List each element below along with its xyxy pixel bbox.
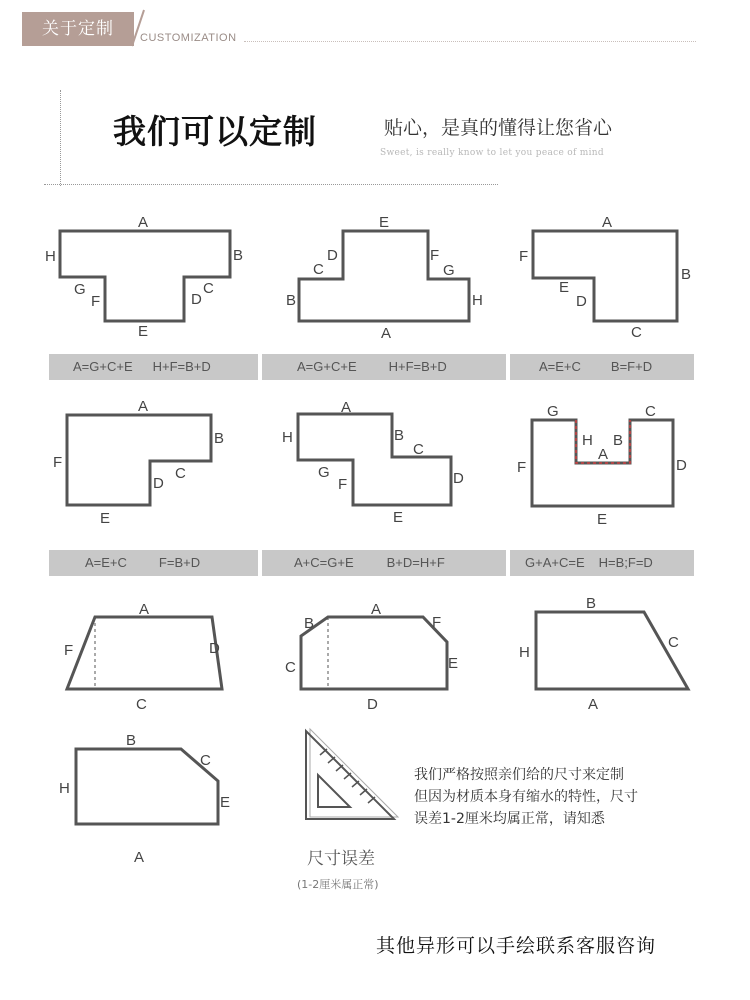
shape-label: A [138, 398, 149, 415]
shape-label: F [91, 293, 101, 310]
title-vertical-rule [60, 90, 61, 186]
shape-label: B [681, 266, 692, 283]
formula-text: B+D=H+F [386, 555, 445, 570]
notice-line: 我们严格按照亲们给的尺寸来定制 [414, 767, 624, 783]
shape-label: E [379, 214, 390, 231]
shape-label: D [453, 470, 464, 487]
formula-band [510, 550, 694, 576]
shape-label: B [126, 732, 137, 749]
shape-label: A [138, 214, 149, 231]
formula-text: G+A+C=E [525, 555, 585, 570]
tolerance-caption: 尺寸误差 [307, 849, 375, 869]
shape-label: E [393, 509, 404, 526]
section-tag: 关于定制 [22, 12, 134, 46]
shape-label: G [547, 403, 559, 420]
formula-text: A=G+C+E [297, 359, 357, 374]
title-horizontal-rule [44, 184, 498, 185]
shape-single-chamfer [50, 725, 250, 870]
shape-label: C [645, 403, 656, 420]
shape-z [280, 395, 480, 530]
shape-label: F [53, 454, 63, 471]
shape-label: F [64, 642, 74, 659]
shape-label: D [191, 291, 202, 308]
shape-label: H [45, 248, 56, 265]
shape-label: E [597, 511, 608, 528]
formula-band [262, 354, 506, 380]
shape-label: H [582, 432, 593, 449]
shape-label: D [209, 640, 220, 657]
slogan-english: Sweet, is really know to let you peace of mind [380, 148, 604, 158]
shape-label: G [443, 262, 455, 279]
shape-label: B [286, 292, 297, 309]
shape-label: C [136, 696, 147, 713]
shape-label: C [413, 441, 424, 458]
shape-label: H [282, 429, 293, 446]
formula-band [262, 550, 506, 576]
shape-right-trapezoid [510, 585, 710, 720]
shape-label: D [576, 293, 587, 310]
shape-label: H [472, 292, 483, 309]
shape-label: A [381, 325, 392, 342]
shape-label: H [519, 644, 530, 661]
shape-label: E [220, 794, 231, 811]
shape-label: G [74, 281, 86, 298]
shape-l-left [50, 395, 250, 530]
shape-label: F [519, 248, 529, 265]
shape-label: C [200, 752, 211, 769]
tolerance-note: (1-2厘米属正常) [297, 878, 379, 891]
header-divider [244, 41, 696, 42]
shape-label: E [100, 510, 111, 527]
shape-label: D [367, 696, 378, 713]
footer-contact-note: 其他异形可以手绘联系客服咨询 [376, 935, 657, 957]
shape-label: G [318, 464, 330, 481]
shape-label: F [517, 459, 527, 476]
shape-trapezoid [50, 595, 250, 720]
shape-label: A [598, 446, 609, 463]
shape-label: C [285, 659, 296, 676]
formula-text: H+F=B+D [388, 359, 447, 374]
shape-l-right [510, 210, 720, 340]
set-square-icon [300, 725, 400, 825]
shape-label: F [430, 247, 440, 264]
slogan: 贴心，是真的懂得让您省心 [384, 117, 613, 139]
shape-label: A [139, 601, 150, 618]
notice-line: 但因为材质本身有缩水的特性，尺寸 [414, 789, 638, 805]
section-tag-english: CUSTOMIZATION [140, 32, 237, 44]
shape-label: A [588, 696, 599, 713]
shape-label: B [586, 595, 597, 612]
shape-label: B [304, 615, 315, 632]
shape-label: F [338, 476, 348, 493]
shape-chamfered [280, 595, 480, 720]
shape-label: E [138, 323, 149, 340]
formula-band [49, 550, 258, 576]
shape-label: B [233, 247, 244, 264]
shape-label: C [631, 324, 642, 341]
formula-text: H+F=B+D [152, 359, 211, 374]
shape-label: C [313, 261, 324, 278]
shape-label: C [175, 465, 186, 482]
formula-text: A=E+C [85, 555, 127, 570]
shape-label: D [327, 247, 338, 264]
formula-text: B=F+D [610, 359, 653, 374]
shape-inverted-t [283, 210, 513, 340]
shape-label: C [203, 280, 214, 297]
formula-text: F=B+D [158, 555, 201, 570]
shape-label: F [432, 614, 442, 631]
shape-label: C [668, 634, 679, 651]
tolerance-notice [414, 764, 638, 830]
shape-label: B [394, 427, 405, 444]
formula-band [510, 354, 694, 380]
shape-label: A [134, 849, 145, 866]
notice-line: 误差1-2厘米均属正常，请知悉 [414, 811, 605, 827]
shape-u [510, 395, 710, 530]
shape-label: E [448, 655, 459, 672]
formula-text: A+C=G+E [294, 555, 354, 570]
shape-label: A [602, 214, 613, 231]
shape-label: A [341, 399, 352, 416]
shape-t [40, 210, 270, 340]
formula-band [49, 354, 258, 380]
shape-label: B [613, 432, 624, 449]
shape-label: B [214, 430, 225, 447]
shape-label: A [371, 601, 382, 618]
shape-label: D [153, 475, 164, 492]
shape-label: E [559, 279, 570, 296]
page-title: 我们可以定制 [113, 112, 317, 151]
formula-text: A=G+C+E [73, 359, 133, 374]
formula-text: A=E+C [539, 359, 581, 374]
formula-text: H=B;F=D [598, 555, 653, 570]
shape-label: D [676, 457, 687, 474]
shape-label: H [59, 780, 70, 797]
